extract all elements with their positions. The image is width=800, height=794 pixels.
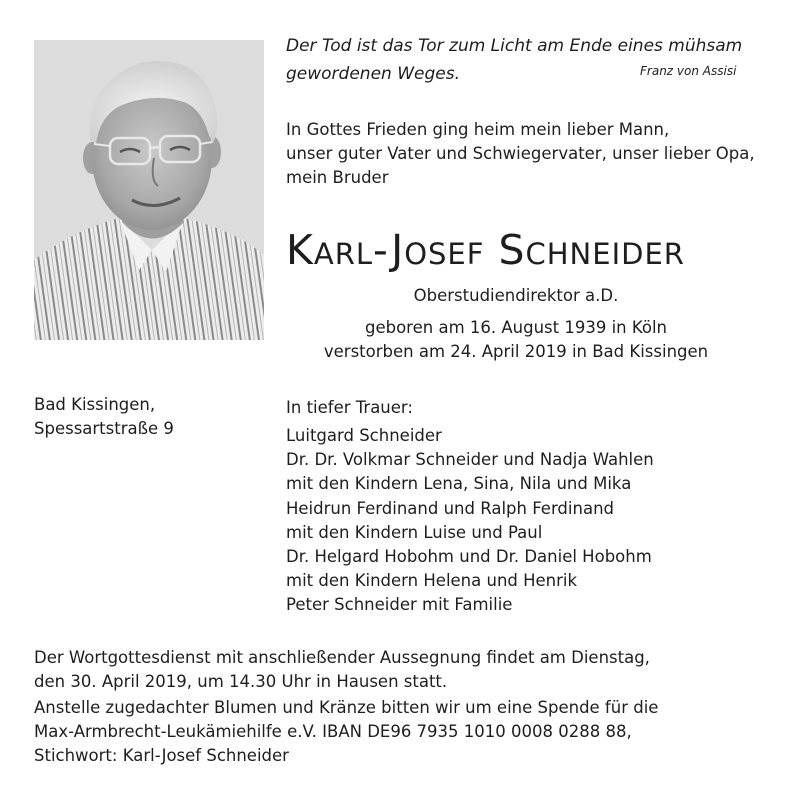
mourner-line: Luitgard Schneider — [286, 426, 442, 445]
mourner-line: mit den Kindern Lena, Sina, Nila und Mika — [286, 474, 632, 494]
mourner-line: mit den Kindern Helena und Henrik — [286, 571, 578, 591]
mourner-line: Peter Schneider mit Familie — [286, 595, 513, 615]
deceased-title: Oberstudiendirektor a.D. — [413, 286, 619, 305]
donation-info — [34, 696, 658, 769]
service-info — [34, 646, 650, 694]
intro-line: unser guter Vater und Schwiegervater, unser lieber Opa, — [286, 144, 755, 164]
address — [34, 393, 174, 441]
mourner-line: Dr. Dr. Volkmar Schneider und Nadja Wahlen — [286, 450, 654, 470]
intro-line: mein Bruder — [286, 168, 389, 188]
donation-line: Anstelle zugedachter Blumen und Kränze bitten wir um eine Spende für die — [34, 698, 659, 717]
service-line: den 30. April 2019, um 14.30 Uhr in Hausen statt. — [34, 672, 448, 692]
intro-line: In Gottes Frieden ging heim mein lieber Mann, — [286, 120, 670, 139]
donation-line: Max-Armbrecht-Leukämiehilfe e.V. IBAN DE96 7935 1010 0008 0288 88, — [34, 722, 632, 742]
birth-info: geboren am 16. August 1939 in Köln — [364, 318, 668, 337]
deceased-name: Karl-Josef Schneider — [286, 226, 685, 274]
service-line: Der Wortgottesdienst mit anschließender Aussegnung findet am Dienstag, — [34, 648, 650, 667]
quote-author: Franz von Assisi — [640, 64, 737, 78]
donation-line: Stichwort: Karl-Josef Schneider — [34, 746, 289, 766]
mourner-line: Dr. Helgard Hobohm und Dr. Daniel Hobohm — [286, 547, 652, 567]
death-info: verstorben am 24. April 2019 in Bad Kissingen — [323, 342, 709, 361]
intro-text — [286, 118, 755, 191]
address-line: Spessartstraße 9 — [34, 419, 174, 439]
mourner-line: Heidrun Ferdinand und Ralph Ferdinand — [286, 498, 614, 518]
quote-line-2: gewordenen Weges. — [286, 64, 460, 84]
mourners-heading: In tiefer Trauer: — [286, 398, 413, 417]
mourners-list — [286, 424, 654, 618]
quote-line-1: Der Tod ist das Tor zum Licht am Ende eines mühsam — [286, 36, 743, 56]
portrait-photo — [34, 40, 264, 340]
mourner-line: mit den Kindern Luise und Paul — [286, 522, 543, 542]
portrait-illustration — [34, 40, 264, 340]
address-line: Bad Kissingen, — [34, 395, 156, 414]
